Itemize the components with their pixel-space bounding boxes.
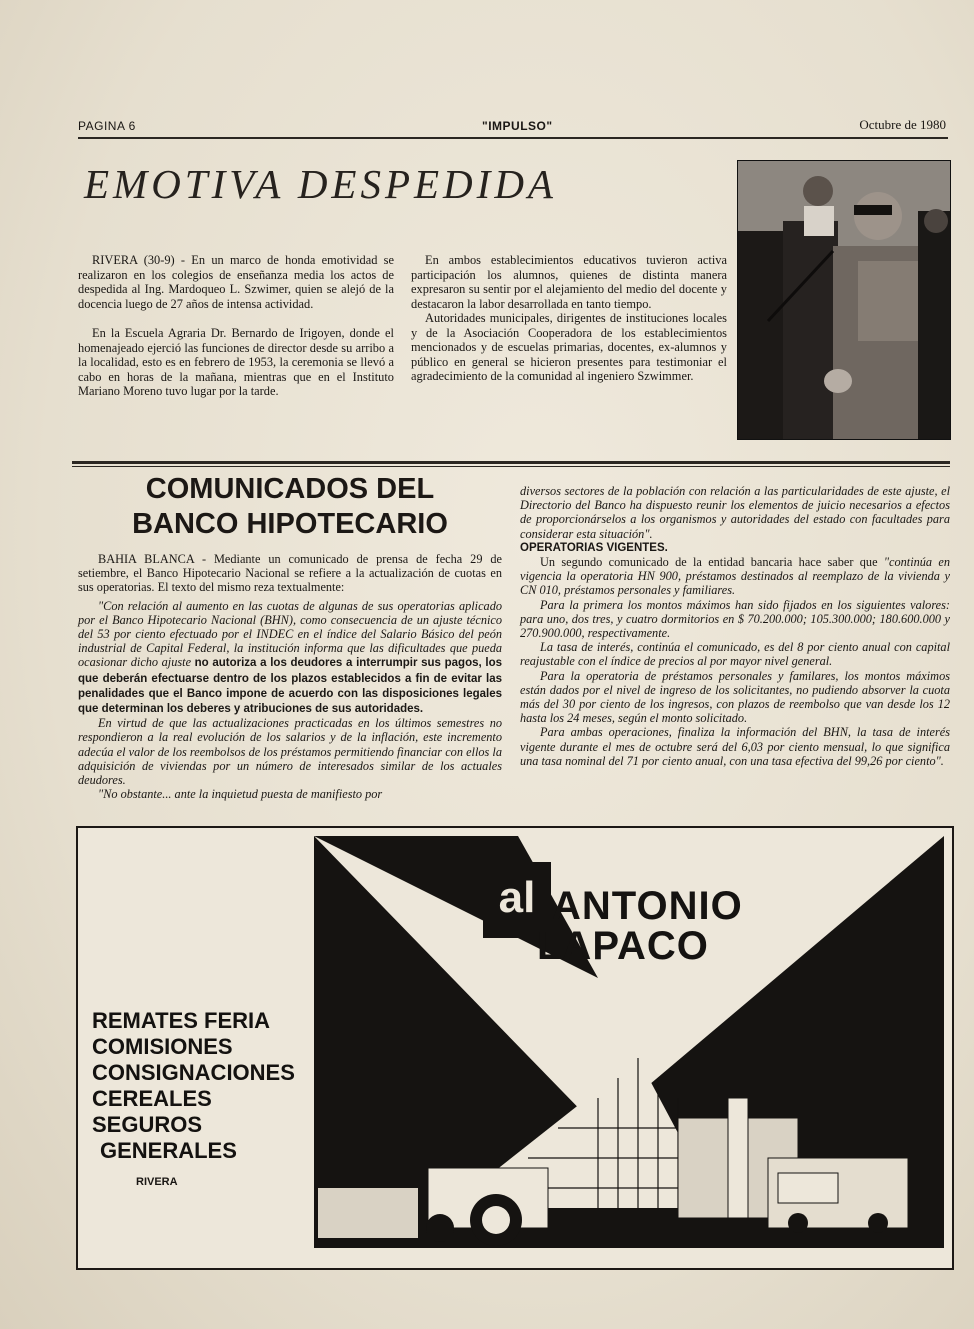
article1-paragraph: RIVERA (30-9) - En un marco de honda emotividad se realizaron en los colegios de enseñanza media los actos de despedida al Ing. Mardoqueo L. Szwimer, quien se alejó de la docencia luego de 27 años de intensa actividad. [78, 253, 394, 311]
article2-paragraph: Para la operatoria de préstamos personales y familares, los montos máximos están dados por el nivel de ingreso de los solicitantes, no pudiendo absorver la cuota más del 30 por ciento de los ingresos, con plazos de reembolso que van desde los 12 hasta los 24 meses, según el monto solicitado. [520, 668, 950, 726]
article1-paragraph: En ambos establecimientos educativos tuvieron activa participación los alumnos, quienes de distinta manera expresaron su sentir por el alejamiento del medio del docente y destacaron la labor desarrollada en tanto tiempo. [411, 253, 727, 311]
service-item: GENERALES [100, 1138, 237, 1163]
title-line: BANCO HIPOTECARIO [132, 508, 448, 540]
article2-paragraph: Para ambas operaciones, finaliza la información del BHN, la tasa de interés vigente durante el mes de octubre será del 6,03 por ciento mensual, lo que significa una tasa nominal del 71 por ciento anual, con una tasa efectiva del 99,26 por ciento". [520, 725, 950, 768]
ceremony-photo-image [738, 161, 950, 439]
article1-column2 [411, 253, 727, 384]
page-number: PAGINA 6 [78, 119, 136, 133]
article2-quote [78, 599, 502, 717]
company-name-line: ANTONIO [552, 884, 743, 928]
article2-paragraph: La tasa de interés, continúa el comunicado, es del 8 por ciento anual con capital reajustable con el índice de precios al por mayor nivel general. [520, 640, 950, 669]
quote-bold: no autoriza a los deudores a interrumpir sus pagos, los que deberán efectuarse dentro de los plazos establecidos a fin de evitar las penalidades que el Banco impone de acuerdo con las disposiciones legales que determinan los deberes y atribuciones de sus autoridades. [78, 657, 502, 716]
ceremony-photo [737, 160, 951, 440]
page-header [78, 113, 948, 139]
section-divider [72, 461, 950, 464]
services-list [92, 1008, 295, 1164]
service-item: COMISIONES [92, 1034, 233, 1059]
article2-subhead: OPERATORIAS VIGENTES. [520, 541, 668, 554]
ad-town-name: RIVERA [136, 1176, 178, 1188]
article2-continuation: diversos sectores de la población con relación a las particularidades de este ajuste, el Directorio del Banco ha dispuesto reunir los elementos de juicio necesarios a efectos de proporcionárselos a los organismos y autoridades del estado con facultades para considerar esta situación". [520, 484, 950, 541]
advertisement-box [76, 826, 954, 1270]
article2-quote: En virtud de que las actualizaciones practicadas en los últimos semestres no respondieron a la real evolución de los salarios y de la inflación, este incremento adecúa el valor de los reembolsos de los préstamos permitiendo financiar con ellos la adquisición de viviendas por un número de interesados similar de los actuales deudores. [78, 716, 502, 788]
service-item: CEREALES [92, 1086, 212, 1111]
company-name [537, 884, 743, 968]
publication-name: "IMPULSO" [482, 119, 553, 133]
article1-paragraph: Autoridades municipales, dirigentes de instituciones locales y de la Asociación Cooperadora de los establecimientos mencionados y de escuelas primarias, docentes, ex-alumnos y público en general se hicieron presentes para testimoniar el agradecimiento de la comunidad al ingeniero Szwimmer. [411, 311, 727, 383]
article2-column1 [78, 552, 502, 801]
article1-column1 [78, 253, 394, 399]
paragraph-italic: "continúa en vigencia la operatoria HN 900, préstamos destinados al reemplazo de la vivienda y CN 010, préstamos personales y familiares. [520, 555, 950, 598]
article2-paragraph [520, 555, 950, 598]
paragraph-text: Un segundo comunicado de la entidad bancaria hace saber que [540, 555, 878, 570]
article2-quote: "No obstante... ante la inquietud puesta de manifiesto por [98, 787, 383, 802]
quote-italic: "Con relación al aumento en las cuotas de algunas de sus operatorias aplicado por el Banco Hipotecario Nacional (BHN), como consecuencia de un ajuste técnico del 53 por ciento efectuado por el INDEC en el índice del Salario Básico del peón industrial de Capital Federal, la institución informa que las dificultades que pueda ocasionar dicho ajuste [78, 598, 502, 670]
article-title-banco [78, 472, 502, 542]
company-name-line: LAPACO [537, 924, 709, 968]
article-title-despedida: EMOTIVA DESPEDIDA [84, 161, 557, 207]
article2-paragraph: Para la primera los montos máximos han sido fijados en los siguientes valores: para uno, dos tres, y cuatro dormitorios en $ 70.200.000; 105.300.000; 180.600.000 y 270.900.000, respectivamente. [520, 597, 950, 641]
article1-paragraph: En la Escuela Agraria Dr. Bernardo de Irigoyen, donde el homenajeado ejerció las funciones de director desde su arribo a la localidad, esto es en febrero de 1953, la ceremonia se llevó a cabo en horas de la mañana, mientras que en el Instituto Mariano Moreno tuvo lugar por la tarde. [78, 326, 394, 398]
title-line: COMUNICADOS DEL [145, 473, 435, 505]
company-logo-mark: al [483, 862, 551, 938]
article2-column2 [520, 484, 950, 768]
service-item: SEGUROS [92, 1112, 203, 1137]
service-item: CONSIGNACIONES [92, 1060, 295, 1085]
article2-lead: BAHIA BLANCA - Mediante un comunicado de prensa de fecha 29 de setiembre, el Banco Hipotecario Nacional se refiere a la actualización de cuotas en sus operatorias. El texto del mismo reza textualmente: [78, 552, 502, 595]
issue-date: Octubre de 1980 [859, 117, 946, 132]
section-divider-thin [72, 466, 950, 467]
service-item: REMATES FERIA [92, 1008, 271, 1033]
